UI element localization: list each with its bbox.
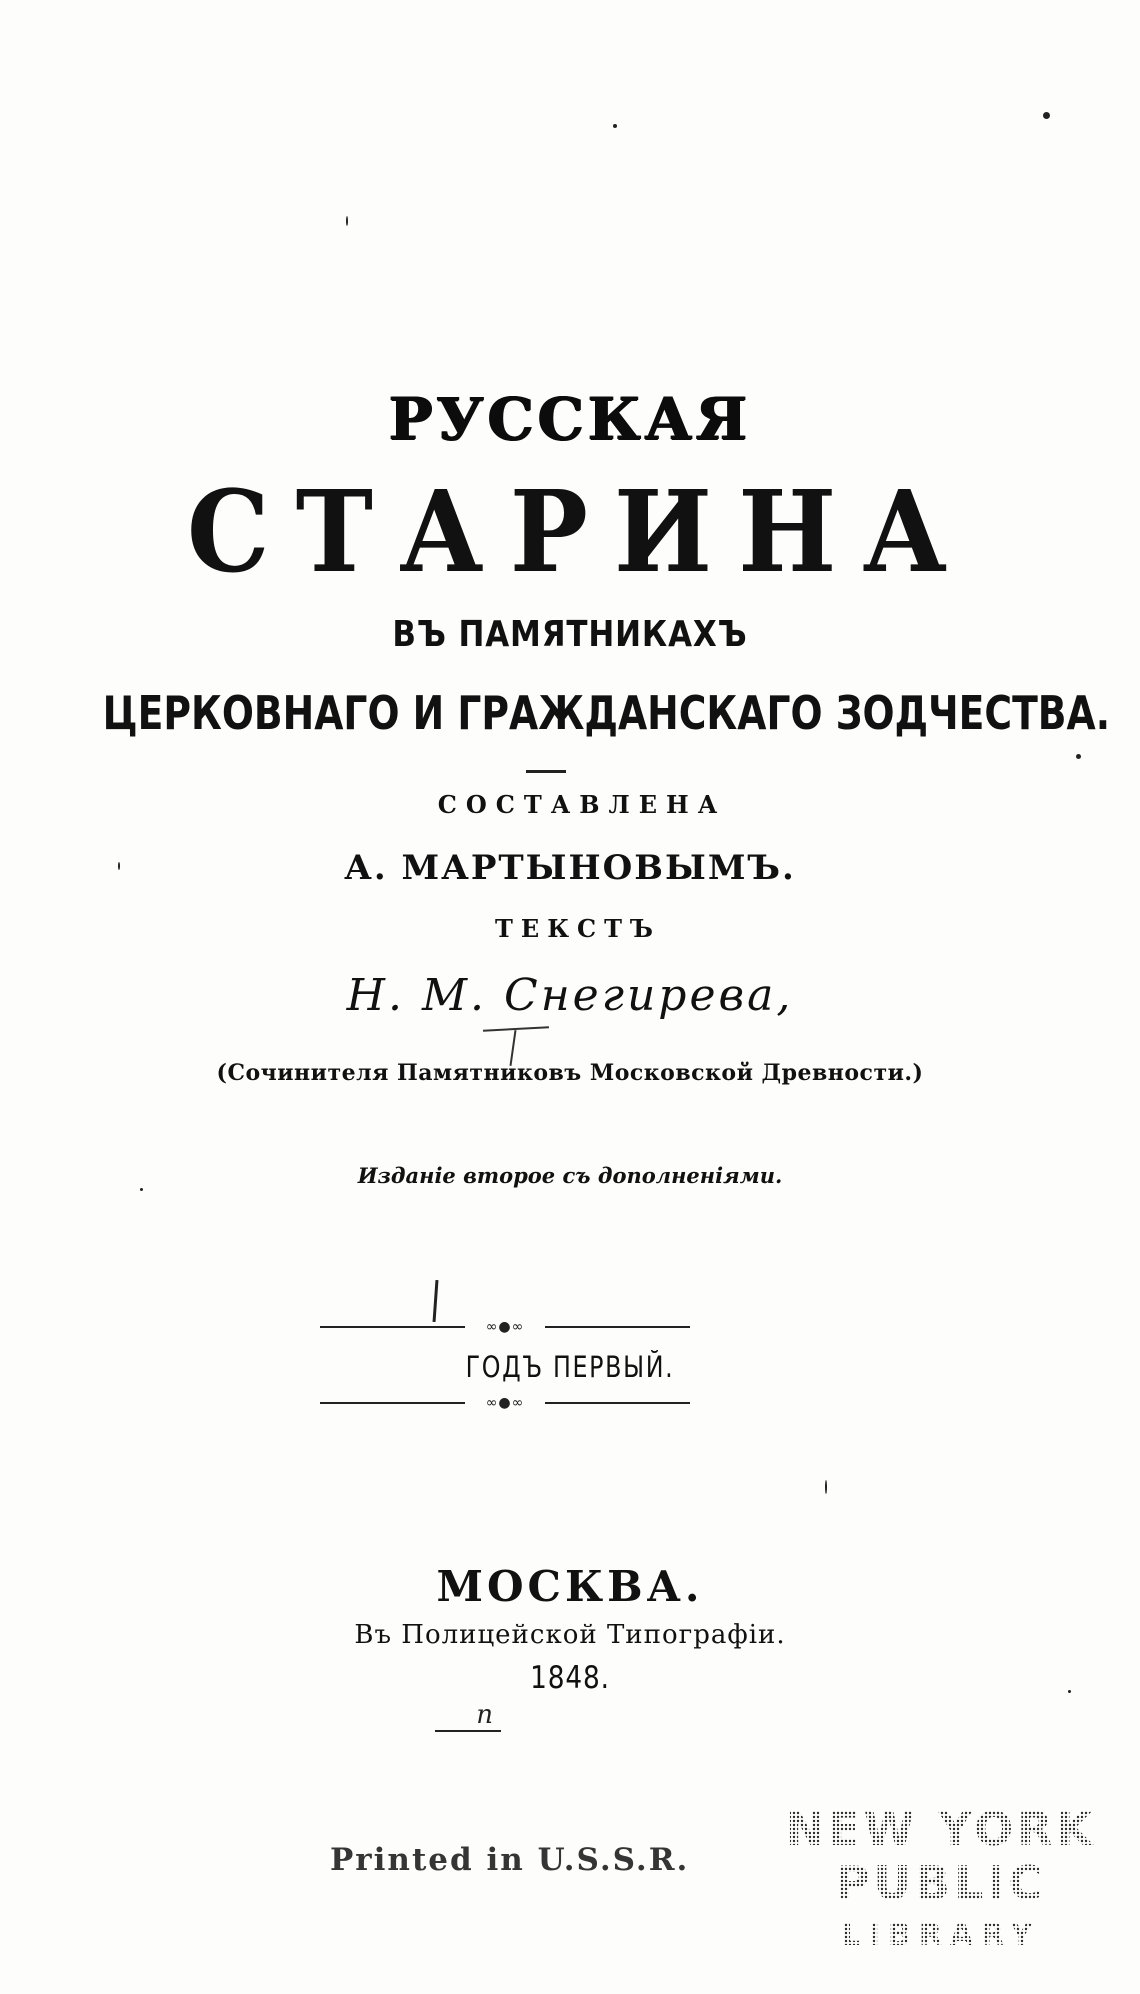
print-stamp: Printed in U.S.S.R. [330, 1842, 690, 1878]
title-main: СТАРИНА [186, 465, 974, 598]
publication-year: 1848. [530, 1660, 610, 1696]
publication-city: МОСКВА. [436, 1562, 704, 1611]
subtitle-line-2: ЦЕРКОВНАГО И ГРАЖДАНСКАГО ЗОДЧЕСТВА. [102, 686, 1111, 740]
paper-speck [1076, 754, 1081, 759]
text-label: ТЕКСТЪ [495, 914, 661, 943]
compiler-name: А. МАРТЫНОВЫМЪ. [344, 848, 796, 888]
paper-speck [1043, 112, 1050, 119]
author-note: (Сочинителя Памятниковъ Московской Древности.) [216, 1060, 924, 1086]
edition-note: Изданіе второе съ дополненіями. [357, 1163, 783, 1188]
library-stamp-icon [776, 1803, 1106, 1953]
subtitle-line-1: ВЪ ПАМЯТНИКАХЪ [392, 614, 748, 655]
paper-speck [825, 1480, 827, 1494]
paper-speck [1068, 1690, 1071, 1693]
ornament-bottom-icon: ∞●∞ [465, 1396, 545, 1410]
pencil-mark [433, 1280, 439, 1322]
title-ornate: РУССКАЯ [388, 385, 752, 453]
paper-speck [118, 862, 120, 870]
paper-speck [346, 216, 348, 226]
text-author: Н. М. Снегирева, [346, 970, 794, 1021]
shelf-mark: n [435, 1700, 501, 1732]
paper-speck [613, 124, 617, 128]
library-stamp-line-3: LIBRARY [841, 1918, 1041, 1953]
ornament-top-icon: ∞●∞ [465, 1320, 545, 1334]
paper-speck [140, 1188, 143, 1191]
library-stamp-line-2: PUBLIC [835, 1856, 1047, 1910]
library-stamp-line-1: NEW YORK [785, 1803, 1097, 1856]
volume-label: ГОДЪ ПЕРВЫЙ. [465, 1350, 675, 1384]
separator-dash [526, 770, 566, 773]
printer-name: Въ Полицейской Типографіи. [354, 1620, 786, 1650]
compiled-label: СОСТАВЛЕНА [437, 790, 727, 819]
